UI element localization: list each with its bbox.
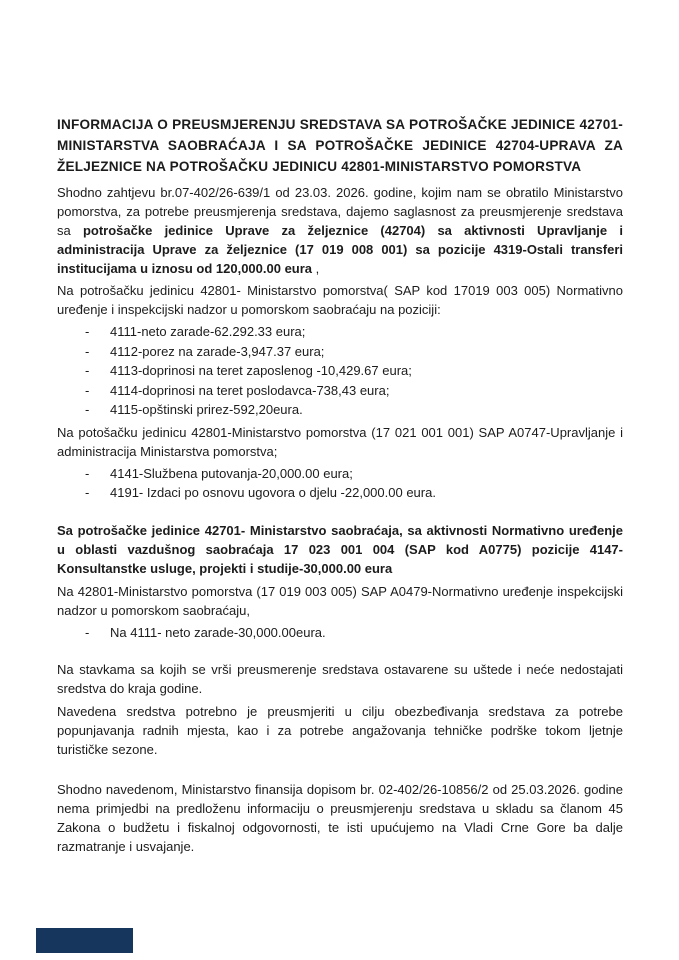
intro-paragraph xyxy=(57,183,623,278)
signature-redaction-box xyxy=(36,928,133,953)
list-item-text: 4114-doprinosi na teret poslodavca-738,43 eura; xyxy=(110,382,390,398)
bullet-dash: - xyxy=(85,624,90,640)
document-body xyxy=(57,114,623,856)
bullet-dash: - xyxy=(85,363,90,378)
intro-text-end: , xyxy=(312,261,320,276)
list-item xyxy=(85,342,623,362)
list-item xyxy=(85,483,623,503)
list-item xyxy=(85,322,623,342)
intro-text-bold: potrošačke jedinice Uprave za željeznice (42704) sa aktivnosti Upravljanje i administracija Uprave za željeznice (17 019 008 001) sa pozicije 4319-Ostali transferi institucijama u iznosu od 120,000.00 eura xyxy=(57,223,623,276)
second-unit-paragraph: Na potošačku jedinicu 42801-Ministarstvo pomorstva (17 021 001 001) SAP A0747-Upravljanje i administracija Ministarstva pomorstva; xyxy=(57,424,623,459)
bullet-dash: - xyxy=(85,343,90,359)
closing-paragraph: Shodno navedenom, Ministarstvo finansija dopisom br. 02-402/26-10856/2 od 25.03.2026. godine nema primjedbi na predloženu informaciju o preusmjerenju sredstava u skladu sa članom 45 Zakona o budžetu i fiskalnoj odgovornosti, te isti upućujemo na Vladi Crne Gore ba dalje razmatranje i usvajanje. xyxy=(57,782,623,854)
bullet-dash: - xyxy=(85,402,90,417)
positions-list-2 xyxy=(57,464,623,503)
positions-list-3 xyxy=(57,623,623,643)
bullet-dash: - xyxy=(85,465,90,481)
third-unit-paragraph: Na 42801-Ministarstvo pomorstva (17 019 003 005) SAP A0479-Normativno uređenje inspekcijski nadzor u pomorskom saobraćaju, xyxy=(57,583,623,618)
target-unit-paragraph: Na potrošačku jedinicu 42801- Ministarstvo pomorstva( SAP kod 17019 003 005) Normativno uređenje i inspekcijski nadzor u pomorskom saobraćaju na poziciji: xyxy=(57,283,623,317)
list-item xyxy=(85,464,623,484)
list-item-text: Na 4111- neto zarade-30,000.00eura. xyxy=(110,624,326,640)
intro-text-start: Shodno zahtjevu br.07-402/26-639/1 od 23.03. 2026. godine, kojim nam se obratilo Ministarstvo pomorstva, za potrebe preusmjerenja sredstava, dajemo saglasnost za preusmjerenje sredstava sa xyxy=(57,185,623,238)
list-item-text: 4115-opštinski prirez-592,20eura. xyxy=(110,402,303,417)
list-item-text: 4191- Izdaci po osnovu ugovora o djelu -22,000.00 eura. xyxy=(110,485,436,500)
bullet-dash: - xyxy=(85,485,90,500)
list-item-text: 4111-neto zarade-62.292.33 eura; xyxy=(110,324,306,339)
purpose-paragraph: Navedena sredstva potrebno je preusmjeriti u cilju obezbeđivanja sredstava za potrebe popunjavanja radnih mjesta, kao i za potrebe angažovanja tehničke podrške tokom ljetnje turističke sezone. xyxy=(57,704,623,757)
source-unit-bold-paragraph: Sa potrošačke jedinice 42701- Ministarstvo saobraćaja, sa aktivnosti Normativno uređenje u oblasti vazdušnog saobraćaja 17 023 001 004 (SAP kod A0775) pozicije 4147-Konsultanstke usluge, projekti i studije-30,000.00 eura xyxy=(57,522,623,576)
list-item xyxy=(85,623,623,643)
list-item-text: 4113-doprinosi na teret zaposlenog -10,429.67 eura; xyxy=(110,363,412,378)
list-item xyxy=(85,361,623,381)
savings-paragraph: Na stavkama sa kojih se vrši preusmerenje sredstava ostavarene su uštede i neće nedostajati sredstva do kraja godine. xyxy=(57,662,623,696)
bullet-dash: - xyxy=(85,324,90,339)
list-item-text: 4141-Službena putovanja-20,000.00 eura; xyxy=(110,465,353,481)
document-title: INFORMACIJA O PREUSMJERENJU SREDSTAVA SA POTROŠAČKE JEDINICE 42701-MINISTARSTVA SAOBRAĆAJA I SA POTROŠAČKE JEDINICE 42704-UPRAVA ZA ŽELJEZNICE NA POTROŠAČKU JEDINICU 42801-MINISTARSTVO POMORSTVA xyxy=(57,117,623,174)
positions-list-1 xyxy=(57,322,623,420)
bullet-dash: - xyxy=(85,382,90,398)
list-item-text: 4112-porez na zarade-3,947.37 eura; xyxy=(110,343,325,359)
list-item xyxy=(85,400,623,420)
list-item xyxy=(85,381,623,401)
